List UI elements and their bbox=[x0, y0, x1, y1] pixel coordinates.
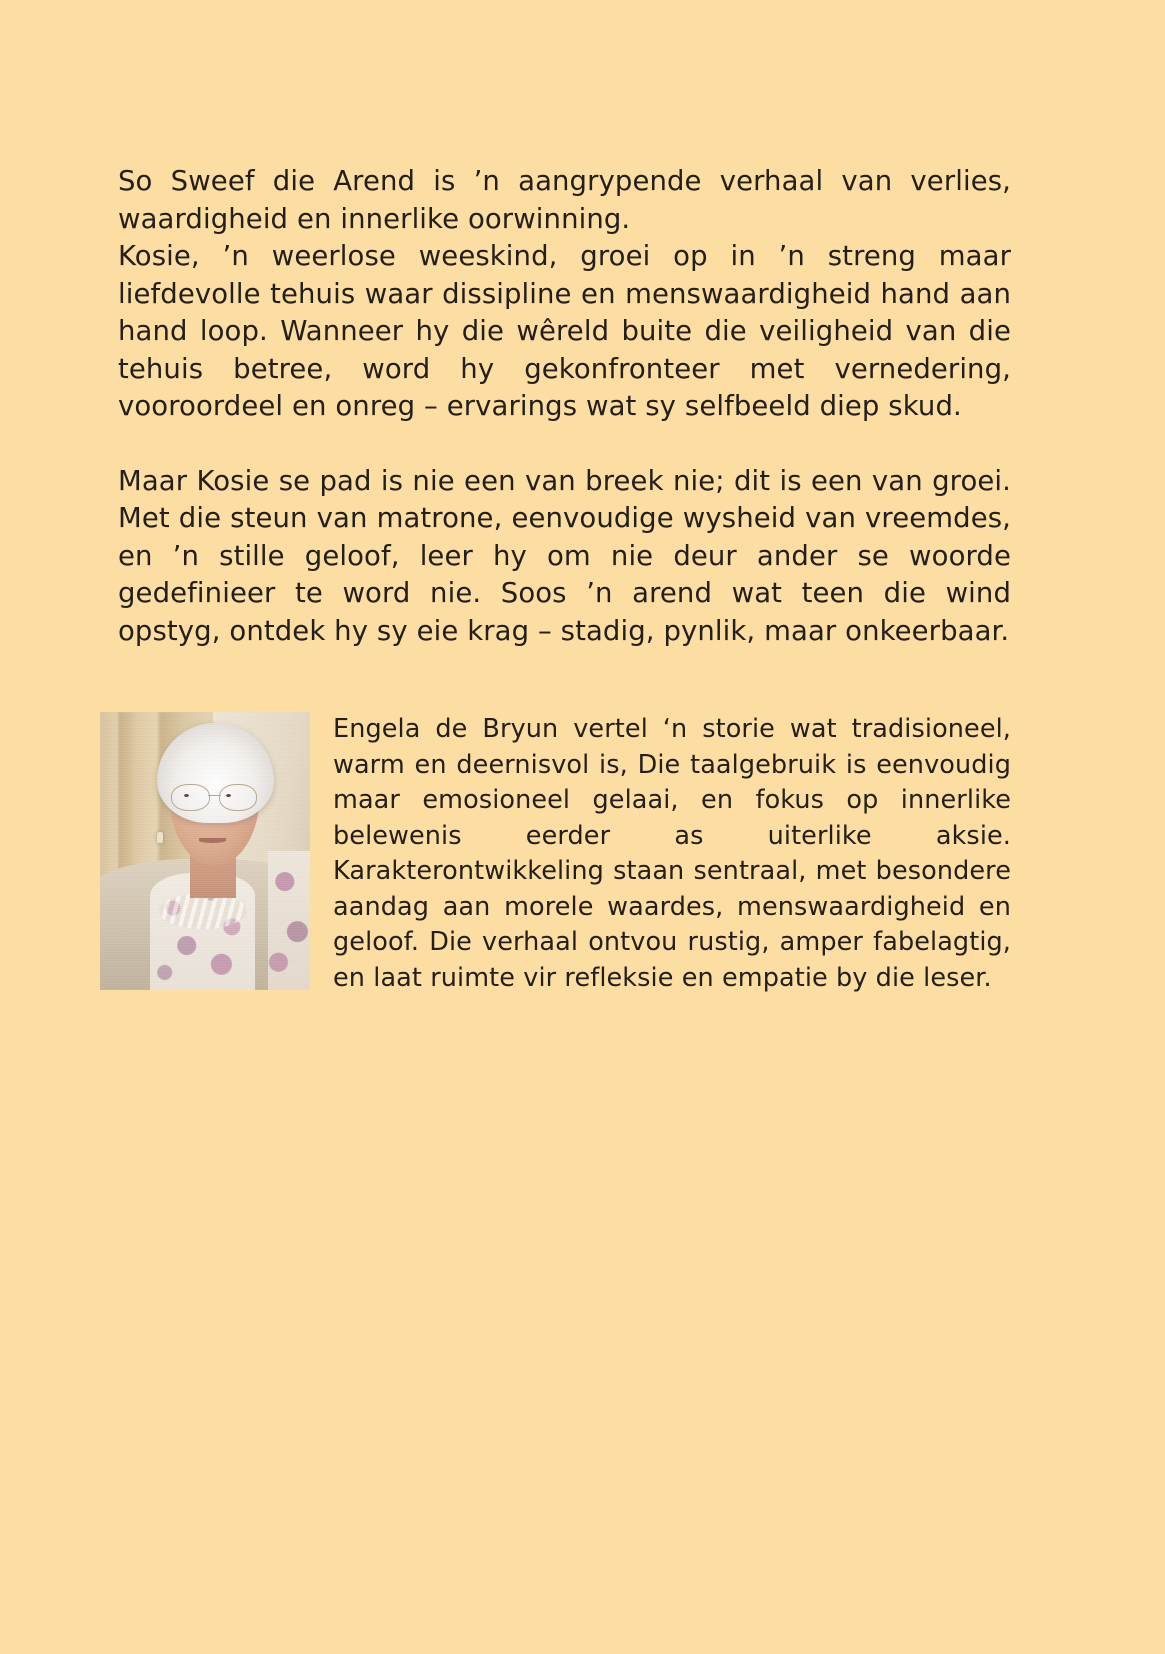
author-portrait-image bbox=[100, 712, 310, 990]
left-eye bbox=[184, 794, 189, 797]
author-description: Engela de Bryun vertel ‘n storie wat tradisioneel, warm en deernisvol is, Die taalgebruik is eenvoudig maar emosioneel gelaai, en fokus op innerlike belewenis eerder as uiterlike aksie. Karakterontwikkeling staan sentraal, met besondere aandag aan morele waardes, menswaardigheid en geloof. Die verhaal ontvou rustig, amper fabelagtig, en laat ruimte vir refleksie en empatie by die leser. bbox=[333, 714, 1011, 993]
blurb-paragraph-1-body: Kosie, ’n weerlose weeskind, groei op in ’n streng maar liefdevolle tehuis waar dissipline en menswaardigheid hand aan hand loop. Wanneer hy die wêreld buite die veiligheid van die tehuis betree, word hy gekonfronteer met vernedering, vooroordeel en onreg – ervarings wat sy selfbeeld diep skud. bbox=[118, 240, 1011, 422]
blurb-paragraph-1-opening: So Sweef die Arend is ’n aangrypende verhaal van verlies, waardigheid en innerlike oorwinning. bbox=[118, 165, 1011, 235]
blurb-text-block bbox=[118, 163, 1011, 650]
blurb-paragraph-2: Maar Kosie se pad is nie een van breek nie; dit is een van groei. Met die steun van matrone, eenvoudige wysheid van vreemdes, en ’n stille geloof, leer hy om nie deur ander se woorde gedefinieer te word nie. Soos ’n arend wat teen die wind opstyg, ontdek hy sy eie krag – stadig, pynlik, maar onkeerbaar. bbox=[118, 464, 1011, 647]
glasses-right-lens bbox=[219, 784, 257, 811]
author-photo bbox=[100, 712, 310, 990]
author-description-block bbox=[333, 712, 1011, 996]
door-handle bbox=[157, 832, 163, 843]
blurb-paragraph-1 bbox=[118, 163, 1011, 426]
floral-blouse-right bbox=[268, 851, 310, 990]
glasses-left-lens bbox=[171, 784, 209, 811]
right-eye bbox=[226, 794, 231, 797]
glasses-bridge bbox=[208, 795, 222, 797]
